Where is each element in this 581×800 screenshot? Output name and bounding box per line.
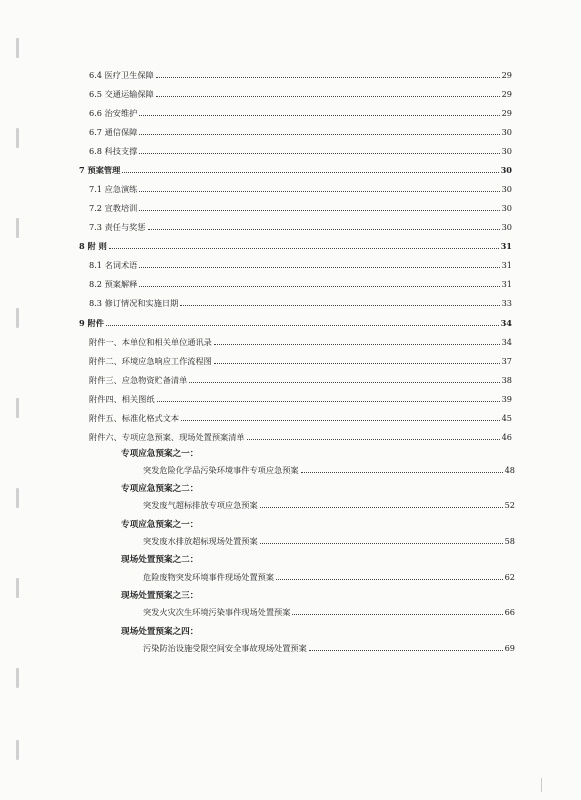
plan-page: 58 <box>504 536 515 546</box>
plan-page: 48 <box>504 465 515 475</box>
toc-entry-title: 7 预案管理 <box>79 165 121 175</box>
toc-entry-page: 39 <box>501 394 512 404</box>
toc-chapter[interactable] <box>79 318 512 328</box>
toc-entry-page: 33 <box>501 298 512 308</box>
toc-entry-title: 附件三、应急物资贮备清单 <box>89 375 188 385</box>
toc-entry-page: 31 <box>501 279 512 289</box>
toc-entry[interactable] <box>89 337 512 347</box>
plan-entry[interactable] <box>143 643 515 653</box>
toc-entry-page: 30 <box>501 127 512 137</box>
toc-chapter[interactable] <box>79 165 512 175</box>
plan-title: 突发火灾次生环境污染事件现场处置预案 <box>143 607 291 617</box>
plan-title: 污染防治设施受限空间安全事故现场处置预案 <box>143 643 307 653</box>
binder-mark <box>16 740 19 760</box>
toc-entry[interactable] <box>89 108 512 118</box>
toc-entry-page: 38 <box>501 375 512 385</box>
toc-entry[interactable] <box>89 394 512 404</box>
toc-entry-page: 30 <box>501 184 512 194</box>
plan-entry[interactable] <box>143 465 515 475</box>
toc-entry-title: 6.4 医疗卫生保障 <box>89 70 154 80</box>
plan-page: 69 <box>504 643 515 653</box>
toc-entry-title: 8 附 则 <box>79 241 107 251</box>
binder-mark <box>16 308 19 328</box>
toc-entry[interactable] <box>89 89 512 99</box>
plan-title: 突发危险化学品污染环境事件专项应急预案 <box>143 465 299 475</box>
toc-entry[interactable] <box>89 203 512 213</box>
toc-entry-page: 29 <box>501 89 512 99</box>
plan-heading: 现场处置预案之三： <box>121 591 199 601</box>
toc-entry[interactable] <box>89 279 512 289</box>
toc-entry[interactable] <box>89 70 512 80</box>
binder-mark <box>16 488 19 508</box>
plan-page: 62 <box>504 572 515 582</box>
toc-entry-page: 34 <box>501 337 512 347</box>
toc-entry-title: 7.2 宣教培训 <box>89 203 138 213</box>
toc-entry[interactable] <box>89 184 512 194</box>
toc-entry-title: 6.8 科技支撑 <box>89 146 138 156</box>
toc-entry-page: 30 <box>501 222 512 232</box>
plan-title: 突发废水排放超标现场处置预案 <box>143 536 258 546</box>
toc-entry-page: 30 <box>501 146 512 156</box>
toc-entry-page: 31 <box>501 260 512 270</box>
toc-entry[interactable] <box>89 375 512 385</box>
toc-entry[interactable] <box>89 432 512 442</box>
plan-entry[interactable] <box>143 536 515 546</box>
toc-entry-page: 30 <box>500 165 512 175</box>
binder-mark <box>16 128 19 148</box>
plan-title: 突发废气超标排放专项应急预案 <box>143 500 258 510</box>
toc-entry-title: 8.1 名词术语 <box>89 260 138 270</box>
toc-entry-page: 31 <box>500 241 512 251</box>
toc-entry-title: 6.5 交通运输保障 <box>89 89 154 99</box>
toc-entry-title: 9 附件 <box>79 318 104 328</box>
binder-mark <box>16 398 19 418</box>
plan-page: 52 <box>504 500 515 510</box>
plan-title: 危险废物突发环境事件现场处置预案 <box>143 572 275 582</box>
toc-entry-title: 附件六、专项应急预案、现场处置预案清单 <box>89 432 245 442</box>
binder-mark <box>16 578 19 598</box>
toc-entry-page: 30 <box>501 203 512 213</box>
plan-heading: 专项应急预案之一： <box>121 520 199 530</box>
toc-entry[interactable] <box>89 146 512 156</box>
toc-entry-page: 45 <box>501 413 512 423</box>
plan-heading: 专项应急预案之二： <box>121 484 199 494</box>
plan-entry[interactable] <box>143 572 515 582</box>
toc-entry-title: 附件一、本单位和相关单位通讯录 <box>89 337 212 347</box>
plan-entry[interactable] <box>143 500 515 510</box>
toc-entry-title: 附件五、标准化格式文本 <box>89 413 180 423</box>
toc-entry[interactable] <box>89 298 512 308</box>
plan-heading: 现场处置预案之四： <box>121 627 199 637</box>
toc-entry-page: 37 <box>501 356 512 366</box>
toc-entry-page: 46 <box>501 432 512 442</box>
plan-heading: 专项应急预案之一： <box>121 449 199 459</box>
toc-entry-title: 6.7 通信保障 <box>89 127 138 137</box>
toc-entry-page: 34 <box>500 318 512 328</box>
binder-mark <box>16 38 19 58</box>
binder-mark <box>16 668 19 688</box>
toc-entry-title: 7.3 责任与奖惩 <box>89 222 146 232</box>
toc-entry[interactable] <box>89 222 512 232</box>
toc-entry-title: 6.6 治安维护 <box>89 108 138 118</box>
toc-entry-page: 29 <box>501 108 512 118</box>
toc-entry[interactable] <box>89 260 512 270</box>
binder-mark <box>16 218 19 238</box>
toc-entry-title: 附件二、环境应急响应工作流程图 <box>89 356 212 366</box>
toc-entry[interactable] <box>89 356 512 366</box>
toc-entry-page: 29 <box>501 70 512 80</box>
toc-entry-title: 7.1 应急演练 <box>89 184 138 194</box>
plan-entry[interactable] <box>143 607 515 617</box>
toc-entry-title: 附件四、相关图纸 <box>89 394 155 404</box>
toc-entry-title: 8.2 预案解释 <box>89 279 138 289</box>
toc-chapter[interactable] <box>79 241 512 251</box>
plan-page: 66 <box>504 607 515 617</box>
toc-entry-title: 8.3 修订情况和实施日期 <box>89 298 179 308</box>
plan-heading: 现场处置预案之二： <box>121 555 199 565</box>
toc-entry[interactable] <box>89 127 512 137</box>
toc-entry[interactable] <box>89 413 512 423</box>
scan-edge-mark <box>541 778 572 792</box>
